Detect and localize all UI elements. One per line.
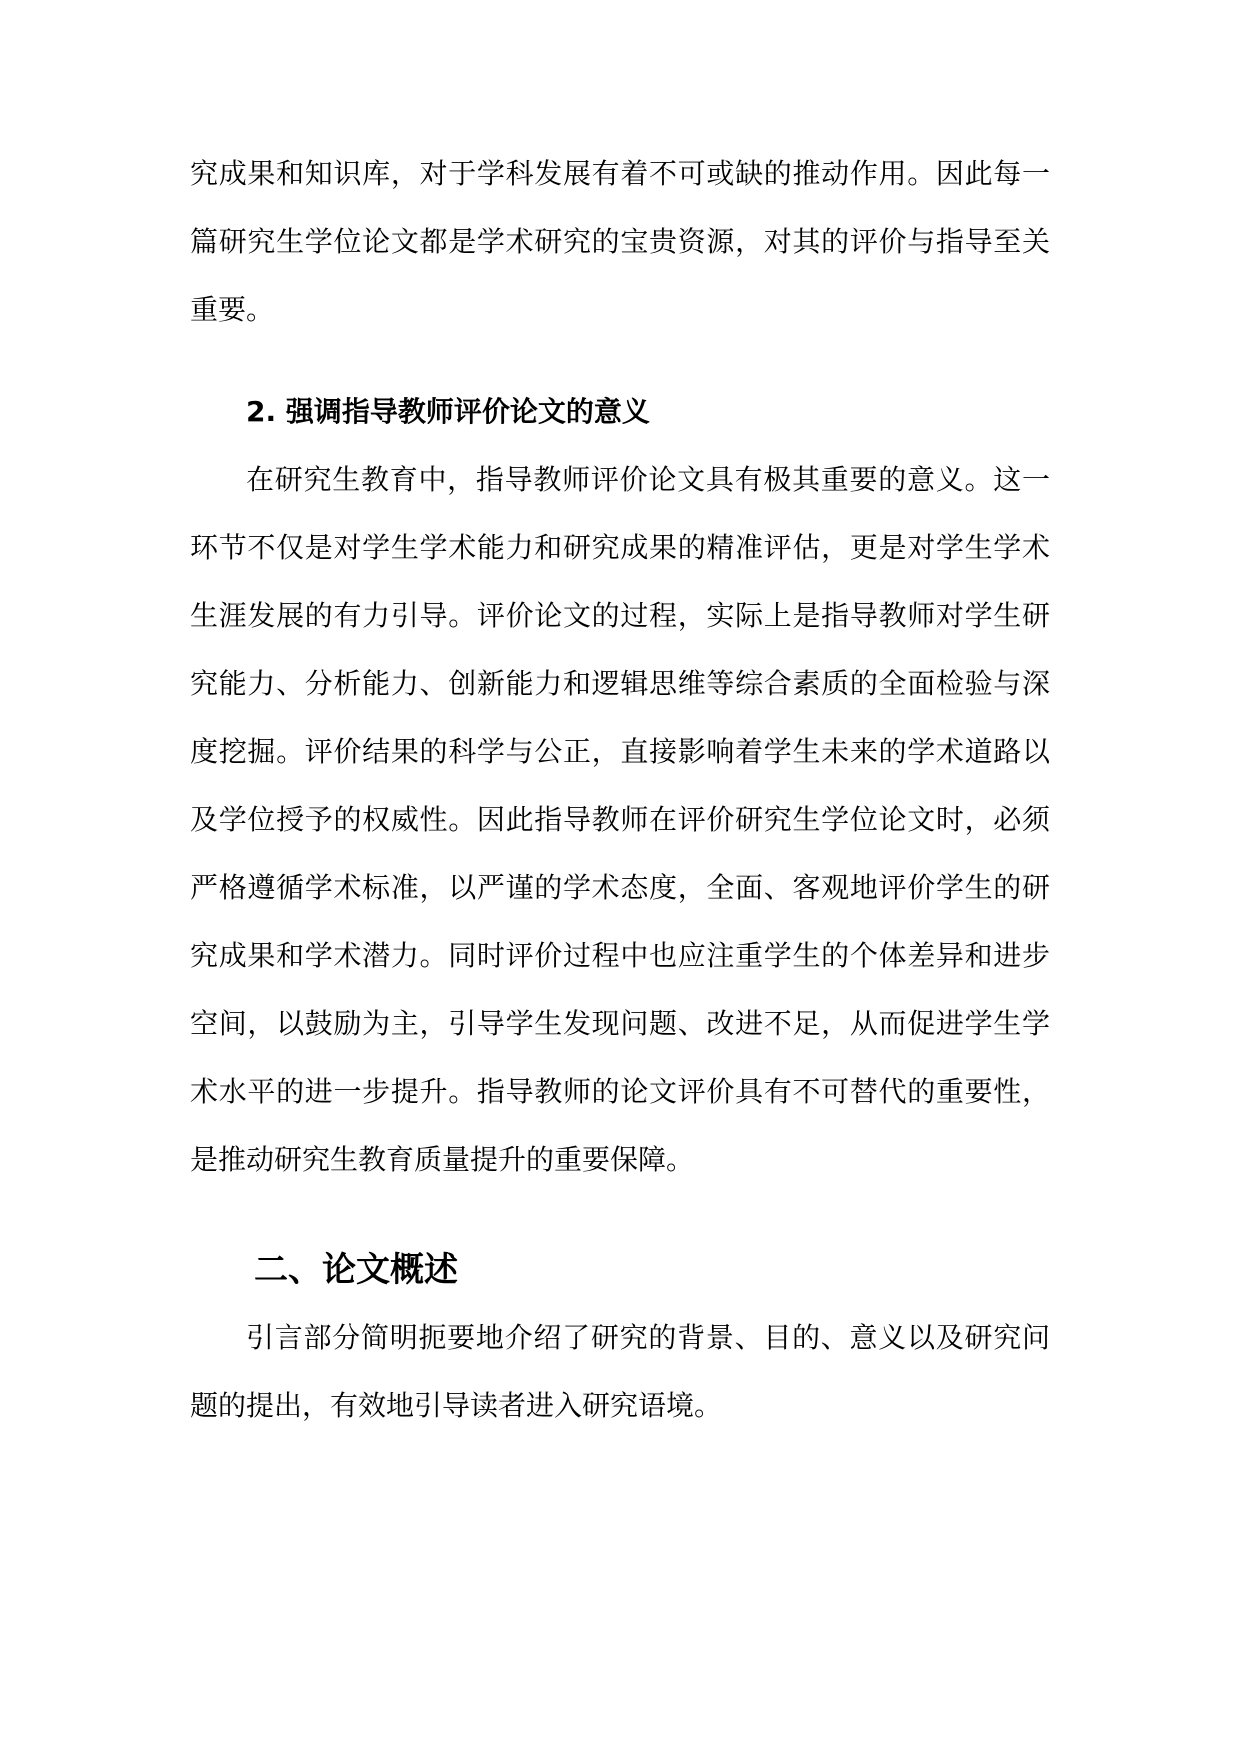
subsection-heading: 2. 强调指导教师评价论文的意义 xyxy=(246,395,650,428)
document-body xyxy=(190,140,1050,1440)
spacer xyxy=(190,1194,1050,1236)
section-paragraph: 引言部分简明扼要地介绍了研究的背景、目的、意义以及研究问题的提出，有效地引导读者进入研究语境。 xyxy=(190,1321,1050,1422)
subsection-paragraph: 在研究生教育中，指导教师评价论文具有极其重要的意义。这一环节不仅是对学生学术能力和研究成果的精准评估，更是对学生学术生涯发展的有力引导。评价论文的过程，实际上是指导教师对学生研究能力、分析能力、创新能力和逻辑思维等综合素质的全面检验与深度挖掘。评价结果的科学与公正，直接影响着学生未来的学术道路以及学位授予的权威性。因此指导教师在评价研究生学位论文时，必须严格遵循学术标准，以严谨的学术态度，全面、客观地评价学生的研究成果和学术潜力。同时评价过程中也应注重学生的个体差异和进步空间，以鼓励为主，引导学生发现问题、改进不足，从而促进学生学术水平的进一步提升。指导教师的论文评价具有不可替代的重要性，是推动研究生教育质量提升的重要保障。 xyxy=(190,463,1050,1176)
section-heading: 二、论文概述 xyxy=(254,1250,458,1290)
spacer xyxy=(190,344,1050,378)
intro-paragraph: 究成果和知识库，对于学科发展有着不可或缺的推动作用。因此每一篇研究生学位论文都是学术研究的宝贵资源，对其的评价与指导至关重要。 xyxy=(190,157,1050,326)
